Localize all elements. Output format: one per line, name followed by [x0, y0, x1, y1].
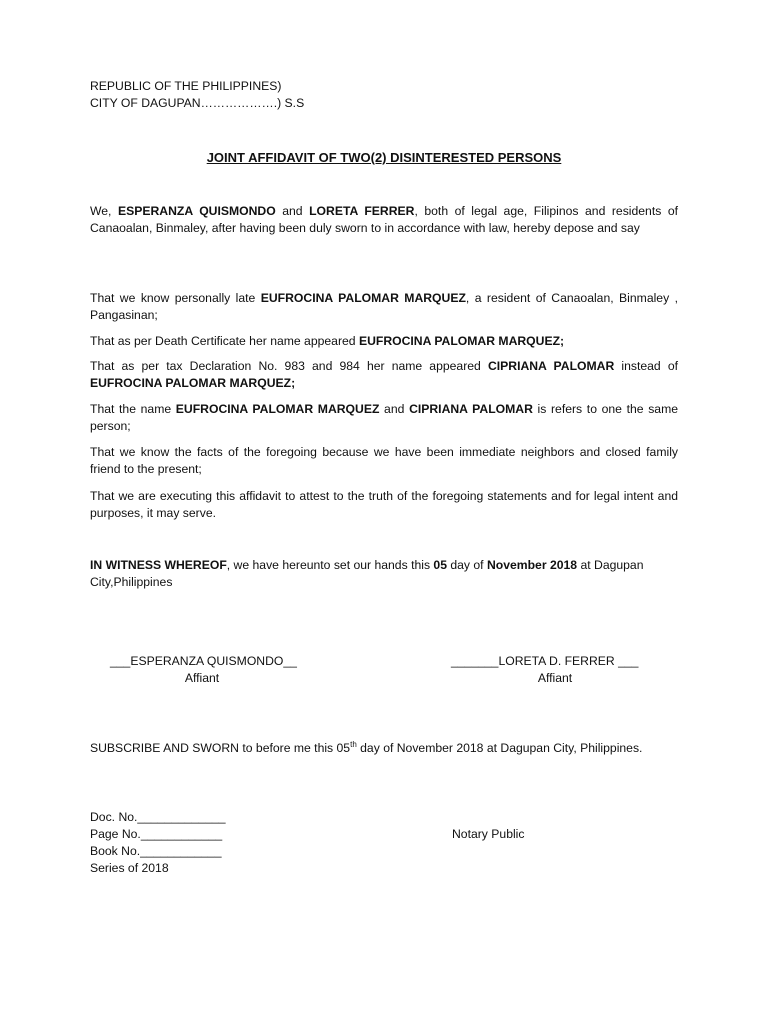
paragraph-4	[90, 401, 678, 435]
header-city: CITY OF DAGUPAN……………….) S.S	[90, 96, 305, 110]
signature-right	[451, 653, 681, 670]
p3-text-a: That as per tax Declaration No. 983 and 984 her name appeared	[90, 359, 488, 373]
page-number: Page No.____________	[90, 827, 223, 841]
jurat-superscript: th	[350, 739, 357, 749]
witness-day: 05	[433, 558, 447, 572]
doc-number: Doc. No._____________	[90, 810, 226, 824]
intro-rest: , both of legal age, Filipinos and residents of Canaoalan, Binmaley, after having been duly sworn to in accordance with law, hereby depose and say	[90, 204, 678, 235]
intro-paragraph	[90, 203, 678, 237]
notary-public-label: Notary Public	[452, 827, 525, 841]
witness-text-b: , we have hereunto set our hands this	[226, 558, 434, 572]
paragraph-2	[90, 333, 678, 350]
intro-affiant2: LORETA FERRER	[309, 204, 415, 218]
affiant-left-name: ___ESPERANZA QUISMONDO__	[110, 654, 297, 668]
affiant-right-role: Affiant	[537, 671, 573, 685]
p4-text-a: That the name	[90, 402, 176, 416]
book-number: Book No.____________	[90, 844, 222, 858]
jurat-paragraph	[90, 740, 650, 757]
signature-left	[110, 653, 310, 670]
p4-name-2: CIPRIANA PALOMAR	[409, 402, 533, 416]
paragraph-1	[90, 290, 678, 324]
paragraph-6: That we are executing this affidavit to attest to the truth of the foregoing statements and for legal intent and purposes, it may serve.	[90, 489, 678, 520]
witness-month: November 2018	[486, 558, 578, 572]
header-block	[90, 78, 304, 112]
p4-text-c: and	[379, 402, 410, 416]
jurat-text-b: day of November 2018 at Dagupan City, Philippines.	[356, 741, 643, 755]
p3-name-1: CIPRIANA PALOMAR	[487, 359, 615, 373]
intro-we: We,	[90, 204, 118, 218]
affiant-left-role: Affiant	[184, 671, 220, 685]
header-republic: REPUBLIC OF THE PHILIPPINES)	[90, 79, 282, 93]
affiant-right-name: _______LORETA D. FERRER ___	[451, 654, 639, 668]
paragraph-5: That we know the facts of the foregoing because we have been immediate neighbors and closed family friend to the present;	[90, 445, 678, 476]
witness-text-d: at Dagupan City,Philippines	[90, 558, 644, 589]
p1-name: EUFROCINA PALOMAR MARQUEZ	[260, 291, 466, 305]
notary-register	[90, 809, 226, 877]
p1-text-c: , a resident of Canaoalan, Binmaley , Pangasinan;	[90, 291, 678, 322]
p3-name-2: EUFROCINA PALOMAR MARQUEZ;	[90, 376, 296, 390]
jurat-text-a: SUBSCRIBE AND SWORN to before me this 05	[90, 741, 351, 755]
p1-text-a: That we know personally late	[90, 291, 261, 305]
p4-name-1: EUFROCINA PALOMAR MARQUEZ	[175, 402, 380, 416]
p2-name: EUFROCINA PALOMAR MARQUEZ;	[358, 334, 565, 348]
p2-text-a: That as per Death Certificate her name appeared	[90, 334, 359, 348]
paragraph-3	[90, 358, 678, 392]
witness-paragraph	[90, 557, 678, 591]
series-year: Series of 2018	[90, 861, 169, 875]
p3-text-c: instead of	[614, 359, 678, 373]
witness-heading: IN WITNESS WHEREOF	[90, 558, 227, 572]
document-title: JOINT AFFIDAVIT OF TWO(2) DISINTERESTED PERSONS	[206, 150, 562, 165]
intro-affiant1: ESPERANZA QUISMONDO	[117, 204, 276, 218]
p4-text-e: is refers to one the same person;	[90, 402, 679, 433]
intro-and: and	[275, 204, 310, 218]
witness-text-c: day of	[446, 558, 487, 572]
